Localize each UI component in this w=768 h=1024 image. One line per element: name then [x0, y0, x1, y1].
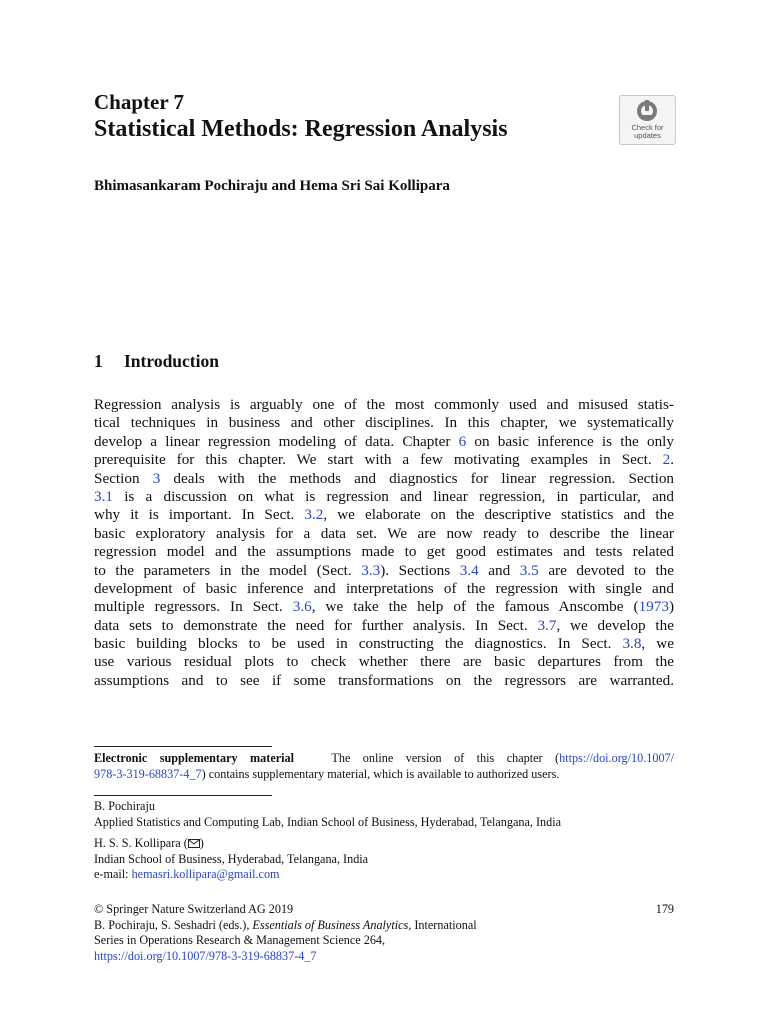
supplementary-doi-link[interactable]: https://doi.org/10.1007/: [559, 751, 675, 765]
section-number: 1: [94, 351, 103, 371]
email-link[interactable]: hemasri.kollipara@gmail.com: [131, 867, 280, 882]
paragraph-line: development of basic inference and interpretations of the regression with single and: [94, 579, 674, 597]
section-heading: [94, 351, 219, 372]
page-number: 179: [655, 902, 674, 916]
chapter-label: Chapter 7: [94, 90, 185, 114]
paragraph-line: assumptions and to see if some transformations on the regressors are warranted.: [94, 671, 674, 689]
paragraph-line: 3.1 is a discussion on what is regression and linear regression, in particular, and: [94, 487, 674, 505]
paragraph-line: develop a linear regression modeling of data. Chapter 6 on basic inference is the only: [94, 432, 674, 450]
section-ref-link[interactable]: 3.2: [304, 506, 324, 524]
copyright-line: © Springer Nature Switzerland AG 2019: [94, 902, 294, 916]
footnote-divider: [94, 795, 272, 796]
author-affiliations: [94, 799, 674, 883]
author1-affiliation: Applied Statistics and Computing Lab, Indian School of Business, Hyderabad, Telangana, India: [94, 814, 562, 829]
series-line: Series in Operations Research & Management Science 264,: [94, 933, 386, 948]
footnote-line: 978-3-319-68837-4_7) contains supplementary material, which is available to authorized users.: [94, 766, 560, 781]
paragraph-line: basic building blocks to be used in constructing the diagnostics. In Sect. 3.8, we: [94, 635, 674, 653]
paragraph-line: multiple regressors. In Sect. 3.6, we take the help of the famous Anscombe (1973): [94, 598, 675, 616]
supplementary-doi-link-cont[interactable]: 978-3-319-68837-4_7: [94, 766, 202, 781]
chapter-ref-link[interactable]: 6: [458, 432, 467, 450]
author2-email: e-mail: hemasri.kollipara@gmail.com: [94, 867, 280, 882]
paragraph-line: regression model and the assumptions made to get good estimates and tests related: [94, 543, 674, 561]
section-ref-link[interactable]: 3.7: [537, 616, 557, 634]
check-for-updates-badge[interactable]: [619, 95, 676, 145]
paragraph-line: tical techniques in business and other disciplines. In this chapter, we systematically: [94, 414, 674, 432]
footnote-divider: [94, 746, 272, 747]
paragraph-line: Regression analysis is arguably one of the most commonly used and misused statis-: [94, 396, 674, 413]
check-for-updates-text: Check for updates: [631, 123, 664, 140]
section-ref-link[interactable]: 3.5: [519, 561, 539, 579]
paragraph-line: why it is important. In Sect. 3.2, we elaborate on the descriptive statistics and the: [94, 506, 674, 524]
author-list: Bhimasankaram Pochiraju and Hema Sri Sai Kollipara: [94, 178, 450, 194]
author2-name: H. S. S. Kollipara ( ): [94, 836, 204, 851]
paragraph-line: Section 3 deals with the methods and diagnostics for linear regression. Section: [94, 469, 675, 487]
paragraph-line: prerequisite for this chapter. We start with a few motivating examples in Sect. 2.: [94, 451, 674, 469]
citation-link[interactable]: 1973: [638, 598, 669, 616]
section-ref-link[interactable]: 3.3: [361, 561, 381, 579]
copyright-block: [94, 902, 674, 964]
author1-name: B. Pochiraju: [94, 799, 155, 813]
section-title: Introduction: [124, 351, 219, 371]
body-paragraph: [94, 396, 674, 690]
section-ref-link[interactable]: 3: [152, 469, 161, 487]
chapter-title: Statistical Methods: Regression Analysis: [94, 116, 508, 142]
author2-affiliation: Indian School of Business, Hyderabad, Telangana, India: [94, 851, 369, 866]
book-citation-line: B. Pochiraju, S. Seshadri (eds.), Essentials of Business Analytics, International: [94, 917, 477, 932]
paragraph-line: to the parameters in the model (Sect. 3.3). Sections 3.4 and 3.5 are devoted to the: [94, 561, 674, 579]
footnote-line: Electronic supplementary material The online version of this chapter (https://doi.org/10.1007/: [94, 751, 675, 765]
check-for-updates-icon: [636, 100, 658, 122]
paragraph-line: basic exploratory analysis for a data set. We are now ready to describe the linear: [94, 524, 674, 542]
section-ref-link[interactable]: 3.8: [622, 635, 642, 653]
paragraph-line: use various residual plots to check whether there are basic departures from the: [94, 653, 674, 671]
section-ref-link[interactable]: 2: [662, 451, 671, 469]
chapter-doi-link[interactable]: https://doi.org/10.1007/978-3-319-68837-4_7: [94, 948, 317, 963]
section-ref-link[interactable]: 3.4: [459, 561, 479, 579]
section-ref-link[interactable]: 3.6: [292, 598, 312, 616]
paragraph-line: data sets to demonstrate the need for further analysis. In Sect. 3.7, we develop the: [94, 616, 674, 634]
supplementary-material-note: [94, 751, 674, 782]
envelope-icon: [188, 839, 200, 848]
section-ref-link[interactable]: 3.1: [94, 487, 113, 505]
